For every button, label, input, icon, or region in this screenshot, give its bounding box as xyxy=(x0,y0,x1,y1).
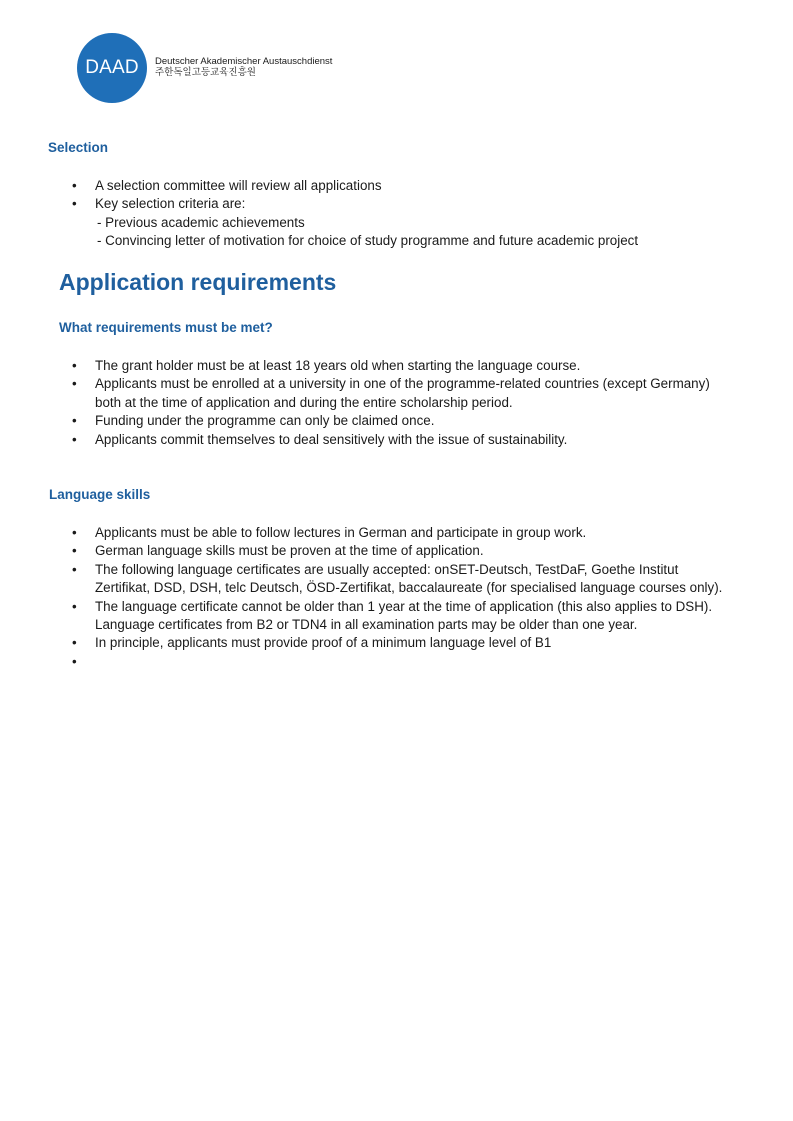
list-item xyxy=(0,561,745,598)
list-item xyxy=(0,195,745,250)
criteria-subitem: - Convincing letter of motivation for choice of study programme and future academic project xyxy=(97,233,639,249)
list-item-text: Applicants must be enrolled at a university in one of the programme-related countries (except Germany) xyxy=(95,376,710,392)
list-item-text: In principle, applicants must provide proof of a minimum language level of B1 xyxy=(95,635,552,651)
list-item-text-continued: both at the time of application and during the entire scholarship period. xyxy=(95,394,513,410)
list-item xyxy=(0,357,745,375)
list-item xyxy=(0,524,745,542)
list-item-text: Applicants commit themselves to deal sensitively with the issue of sustainability. xyxy=(95,431,568,447)
daad-logo-mark: DAAD xyxy=(85,57,139,78)
list-item xyxy=(0,634,745,652)
selection-heading: Selection xyxy=(48,140,109,155)
bullet-icon: • xyxy=(72,653,77,669)
bullet-icon: • xyxy=(72,525,77,540)
list-item-text: Key selection criteria are: xyxy=(95,196,246,212)
list-item xyxy=(0,412,745,430)
list-item xyxy=(0,375,745,412)
list-item xyxy=(0,598,745,635)
list-item xyxy=(0,542,745,560)
list-item-text: Applicants must be able to follow lectures in German and participate in group work. xyxy=(95,525,587,540)
list-item xyxy=(0,431,745,449)
list-item-text-continued: Language certificates from B2 or TDN4 in all examination parts may be older than one year. xyxy=(95,617,638,633)
bullet-icon: • xyxy=(72,598,77,614)
bullet-icon: • xyxy=(72,413,77,429)
daad-logo xyxy=(77,33,147,103)
bullet-icon: • xyxy=(72,358,77,373)
list-item-text: The language certificate cannot be older than 1 year at the time of application (this also applies to DSH). xyxy=(95,598,713,614)
list-item-text: Funding under the programme can only be claimed once. xyxy=(95,413,435,429)
list-item xyxy=(0,177,745,195)
language-skills-heading: Language skills xyxy=(49,487,151,502)
organization-name-korean: 주한독일고등교육진흥원 xyxy=(155,67,256,78)
list-item-text: German language skills must be proven at the time of application. xyxy=(95,543,484,559)
bullet-icon: • xyxy=(72,561,77,577)
selection-list xyxy=(0,177,745,251)
requirements-subheading: What requirements must be met? xyxy=(59,320,273,335)
list-item-text: The following language certificates are usually accepted: onSET-Deutsch, TestDaF, Goethe Institut xyxy=(95,561,679,577)
language-skills-list xyxy=(0,524,745,671)
list-item-text: The grant holder must be at least 18 years old when starting the language course. xyxy=(95,358,581,373)
application-requirements-heading: Application requirements xyxy=(59,269,337,295)
bullet-icon: • xyxy=(72,635,77,651)
list-item-text: A selection committee will review all applications xyxy=(95,178,382,193)
list-item-text-continued: Zertifikat, DSD, DSH, telc Deutsch, ÖSD-Zertifikat, baccalaureate (for specialised language courses only). xyxy=(95,580,723,596)
criteria-subitem: - Previous academic achievements xyxy=(97,214,305,230)
bullet-icon: • xyxy=(72,543,77,559)
bullet-icon: • xyxy=(72,178,77,193)
requirements-list xyxy=(0,357,745,449)
list-item-empty xyxy=(0,653,745,671)
organization-name-german: Deutscher Akademischer Austauschdienst xyxy=(155,56,333,67)
organization-name xyxy=(155,56,332,78)
bullet-icon: • xyxy=(72,431,77,447)
bullet-icon: • xyxy=(72,376,77,392)
bullet-icon: • xyxy=(72,196,77,212)
